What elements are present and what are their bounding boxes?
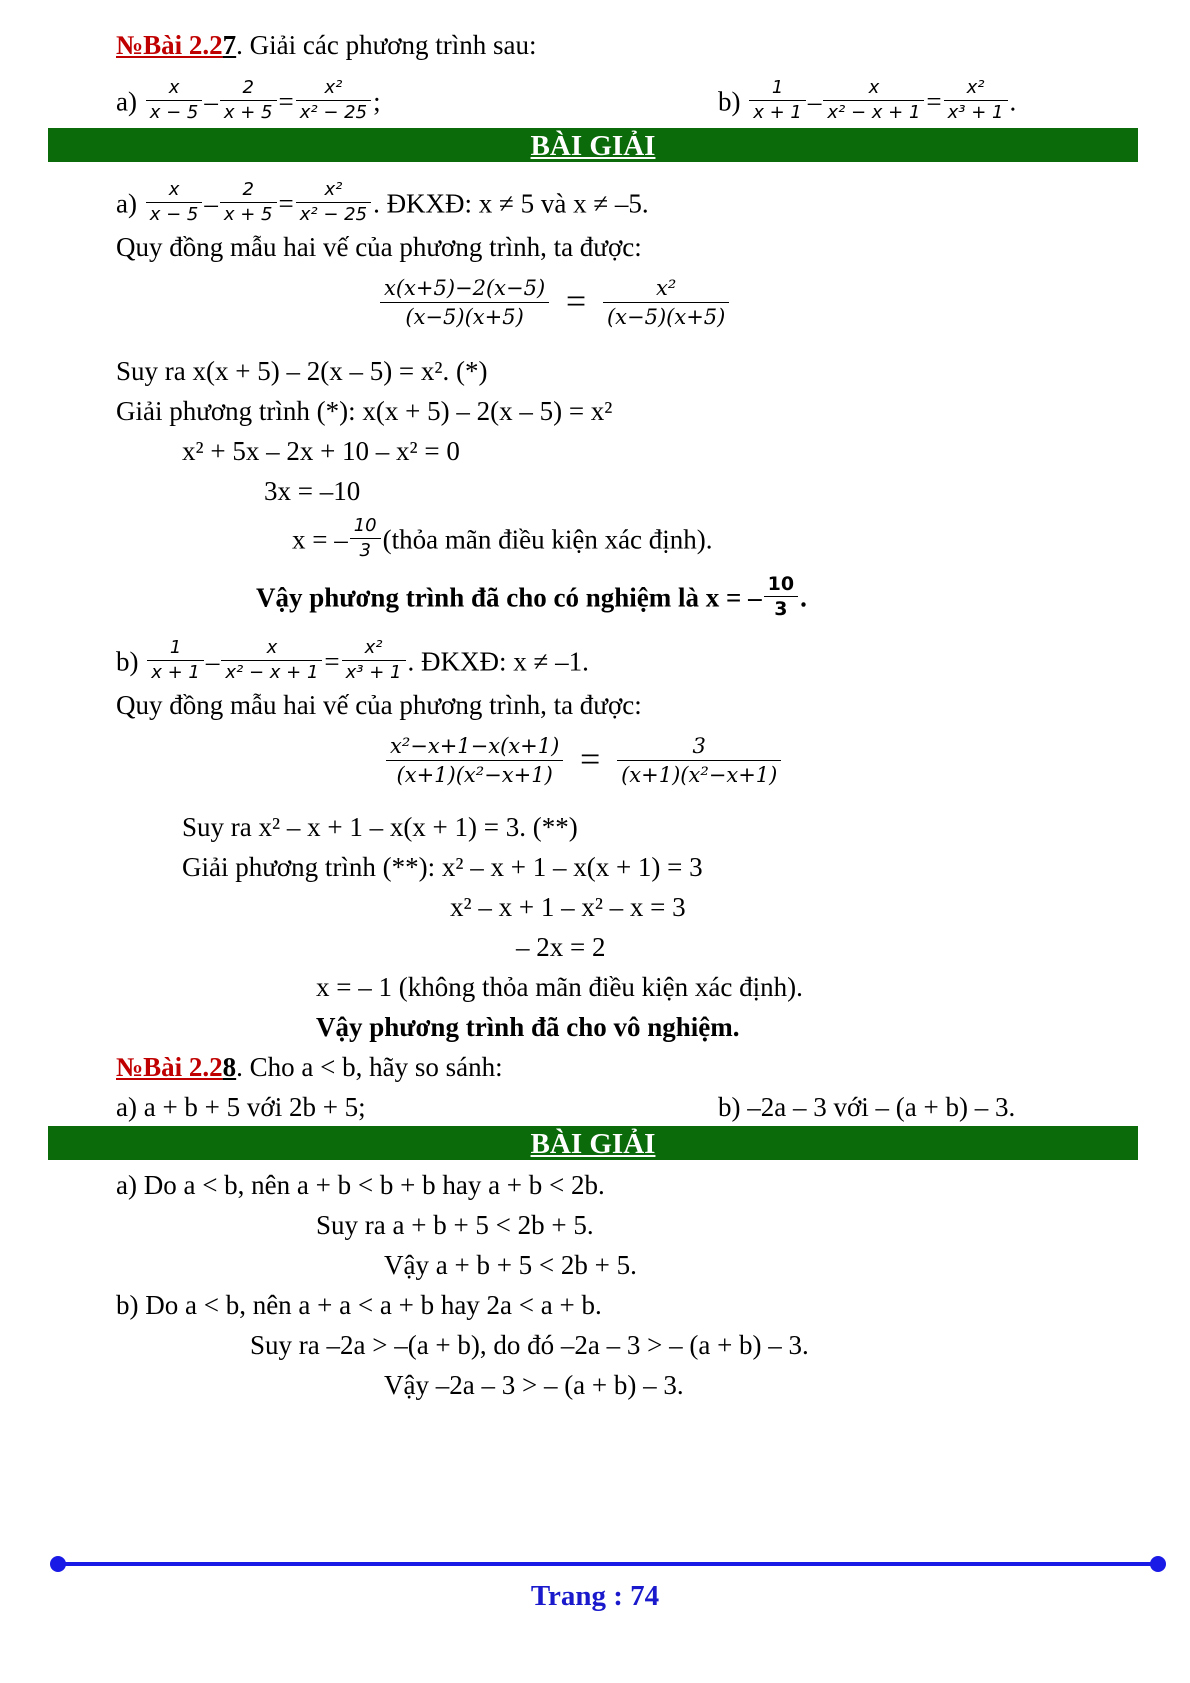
solution-b-line-3: x² – x + 1 – x² – x = 3 [450, 892, 686, 922]
exercise-228-heading [116, 1050, 503, 1084]
page-number: Trang : 74 [530, 1580, 660, 1612]
fraction: $\frac{x(x+5)-2(x-5)}{(x-5)(x+5)}$ [380, 274, 549, 331]
solution-banner-text: BÀI GIẢI [530, 1128, 656, 1160]
solution-a-common-text: Quy đồng mẫu hai vế của phương trình, ta được: [116, 232, 642, 262]
solution-b-line-5: x = – 1 (không thỏa mãn điều kiện xác định). [316, 972, 803, 1002]
fraction: $\frac{\text{x²}}{\text{x³ + 1}}$ [944, 76, 1008, 125]
question-228-a: a) a + b + 5 với 2b + 5; [116, 1092, 366, 1122]
solution-a-line-5: x = – $\frac{10}{3}$ (thỏa mãn điều kiện xác định). [292, 515, 713, 561]
question-b-prefix: b) [718, 86, 741, 117]
fraction: $\frac{\text{x²−x+1−x(x+1)}}{\text{(x+1)(x²−x+1)}}$ [386, 732, 563, 789]
solution-a-line-4: 3x = –10 [264, 476, 361, 506]
fraction: $\frac{x}{\text{x² − x + 1}}$ [221, 636, 322, 685]
fraction: $\frac{10}{3}$ [764, 572, 798, 621]
solution-a-line-2: Giải phương trình (*): x(x + 5) – 2(x – 5) = x² [116, 396, 613, 426]
fraction: $\frac{2}{x + 5}$ [220, 76, 277, 125]
exercise-number-label: №Bài 2.2 [116, 1052, 223, 1082]
fraction: $\frac{2}{x + 5}$ [220, 178, 277, 227]
question-a-prefix: a) [116, 86, 137, 117]
exercise-number-label: №Bài 2.2 [116, 30, 223, 60]
solution-b-common-text: Quy đồng mẫu hai vế của phương trình, ta được: [116, 690, 642, 720]
solution-a-line-3: x² + 5x – 2x + 10 – x² = 0 [182, 436, 460, 466]
solution-b-big-equation: $\frac{\text{x²−x+1−x(x+1)}}{\text{(x+1)(x²−x+1)}}$ = $\frac{3}{\text{(x+1)(x²−x+1)}}$ [384, 736, 783, 793]
solution-b-conclusion: Vậy phương trình đã cho vô nghiệm. [316, 1012, 740, 1042]
solution-b-line-4: – 2x = 2 [516, 932, 606, 962]
exercise-title: . Giải các phương trình sau: [236, 30, 537, 60]
exercise-number-digit: 8 [222, 1052, 237, 1082]
fraction: $\frac{\text{x²}}{\text{x² − 25}}$ [296, 76, 371, 125]
fraction: $\frac{x}{x - 5}$ [146, 178, 203, 227]
solution-banner [48, 128, 1138, 162]
solution-b-line-1: Suy ra x² – x + 1 – x(x + 1) = 3. (**) [182, 812, 578, 842]
footer-rule-left-dot [50, 1556, 66, 1572]
exercise-title: . Cho a < b, hãy so sánh: [236, 1052, 503, 1082]
fraction: $\frac{\text{x²}}{\text{x³ + 1}}$ [342, 636, 406, 685]
footer-rule [58, 1562, 1156, 1566]
solution-228-line-6: Vậy –2a – 3 > – (a + b) – 3. [384, 1370, 684, 1400]
footer-rule-right-dot [1150, 1556, 1166, 1572]
question-b: b) $\frac{1}{x + 1}$ – $\frac{x}{\text{x² − x + 1}}$ = $\frac{\text{x²}}{\text{x³ + 1}}$ . [718, 77, 1017, 123]
solution-a-conclusion: Vậy phương trình đã cho có nghiệm là x = – $\frac{10}{3}$ . [256, 573, 807, 620]
solution-228-line-2: Suy ra a + b + 5 < 2b + 5. [316, 1210, 594, 1240]
solution-banner-text: BÀI GIẢI [530, 130, 656, 162]
fraction: $\frac{x}{\text{x² − x + 1}}$ [823, 76, 924, 125]
exercise-227-heading [116, 28, 537, 62]
solution-a-line-1: Suy ra x(x + 5) – 2(x – 5) = x². (*) [116, 356, 488, 386]
solution-a-condition: a) $\frac{x}{x - 5}$ – $\frac{2}{x + 5}$ = $\frac{\text{x²}}{\text{x² − 25}}$ . ĐKXĐ: x ≠ 5 và x ≠ –5. [116, 179, 649, 225]
solution-banner [48, 1126, 1138, 1160]
solution-b-line-2: Giải phương trình (**): x² – x + 1 – x(x + 1) = 3 [182, 852, 703, 882]
question-228-b: b) –2a – 3 với – (a + b) – 3. [718, 1092, 1016, 1122]
solution-228-line-1: a) Do a < b, nên a + b < b + b hay a + b < 2b. [116, 1170, 605, 1200]
fraction: $\frac{1}{x + 1}$ [147, 636, 204, 685]
fraction: $\frac{\text{x²}}{(x-5)(x+5)}$ [603, 274, 729, 331]
solution-228-line-5: Suy ra –2a > –(a + b), do đó –2a – 3 > – (a + b) – 3. [250, 1330, 809, 1360]
fraction: $\frac{10}{3}$ [350, 514, 381, 563]
question-a: a) $\frac{x}{x - 5}$ – $\frac{2}{x + 5}$ = $\frac{\text{x²}}{\text{x² − 25}}$ ; [116, 77, 381, 123]
fraction: $\frac{1}{x + 1}$ [749, 76, 806, 125]
fraction: $\frac{\text{x²}}{\text{x² − 25}}$ [296, 178, 371, 227]
solution-228-line-4: b) Do a < b, nên a + a < a + b hay 2a < a + b. [116, 1290, 602, 1320]
solution-228-line-3: Vậy a + b + 5 < 2b + 5. [384, 1250, 637, 1280]
fraction: $\frac{3}{\text{(x+1)(x²−x+1)}}$ [617, 732, 781, 789]
solution-a-big-equation: $\frac{x(x+5)-2(x-5)}{(x-5)(x+5)}$ = $\frac{\text{x²}}{(x-5)(x+5)}$ [378, 278, 731, 335]
exercise-number-digit: 7 [222, 30, 237, 60]
fraction: $\frac{x}{x - 5}$ [146, 76, 203, 125]
solution-b-condition: b) $\frac{1}{x + 1}$ – $\frac{x}{\text{x² − x + 1}}$ = $\frac{\text{x²}}{\text{x³ + 1}}$ . ĐKXĐ: x ≠ –1. [116, 637, 589, 683]
